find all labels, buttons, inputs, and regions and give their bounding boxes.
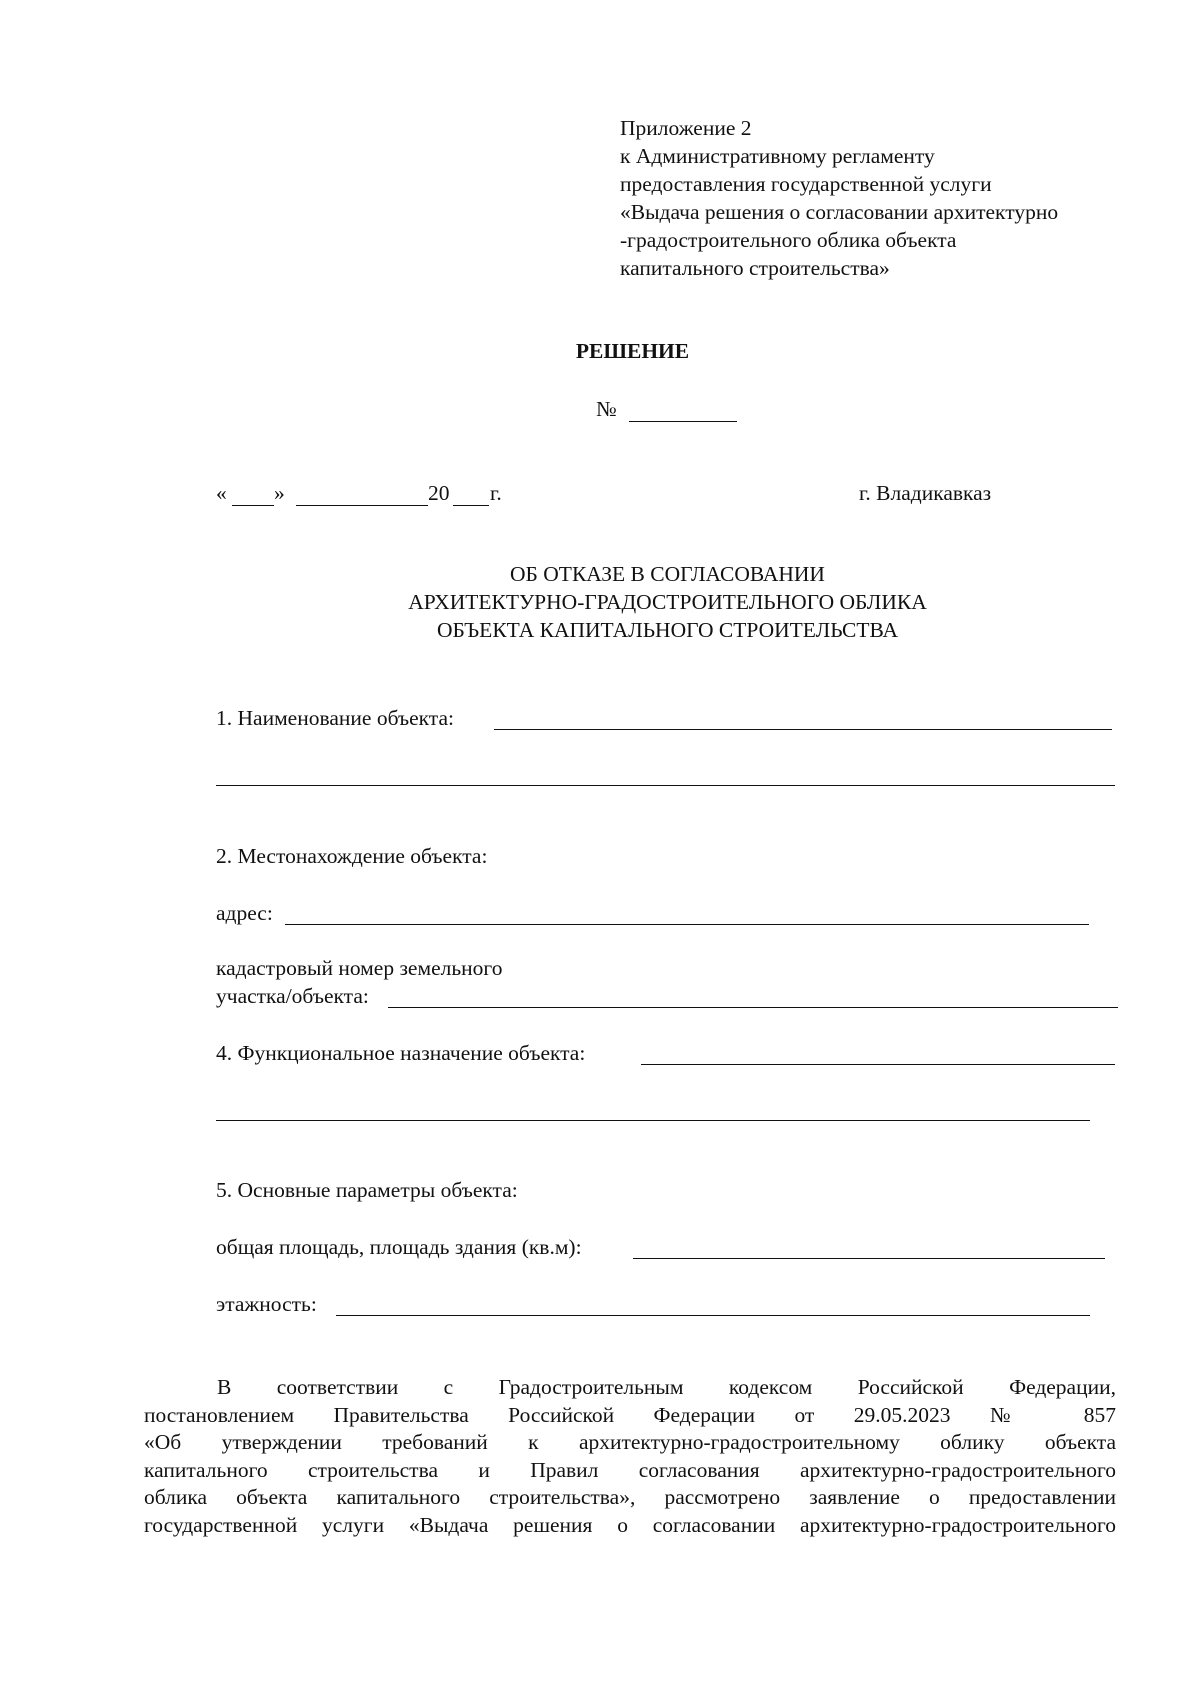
date-year-suffix: г. [490,481,502,505]
cadastral-blank[interactable] [388,1007,1118,1008]
parameters-label: 5. Основные параметры объекта: [216,1178,518,1202]
decision-heading [0,560,1200,644]
floors-label: этажность: [216,1292,317,1316]
area-label: общая площадь, площадь здания (кв.м): [216,1235,582,1259]
number-label: № [596,397,617,421]
appendix-line: Приложение 2 [620,116,752,140]
date-year-prefix: 20 [428,481,450,505]
appendix-line: предоставления государственной услуги [620,172,992,196]
area-blank[interactable] [633,1258,1105,1259]
address-blank[interactable] [285,924,1089,925]
function-blank[interactable] [641,1064,1115,1065]
appendix-line: -градостроительного облика объекта [620,228,957,252]
paragraph-line: «Об утверждении требований к архитектурно-градостроительному облику объекта [144,1430,1116,1454]
date-month-blank[interactable] [296,505,428,506]
floors-blank[interactable] [336,1315,1090,1316]
number-blank[interactable] [629,421,737,422]
function-blank-2[interactable] [216,1120,1090,1121]
cadastral-label-line2: участка/объекта: [216,984,369,1008]
address-label: адрес: [216,901,273,925]
function-label: 4. Функциональное назначение объекта: [216,1041,586,1065]
document-title: РЕШЕНИЕ [575,339,690,363]
object-name-blank[interactable] [494,729,1112,730]
appendix-line: к Административному регламенту [620,144,935,168]
date-open-quote: « [216,481,227,505]
paragraph-line: облика объекта капитального строительства», рассмотрено заявление о предоставлении [144,1485,1116,1509]
body-paragraph [144,1374,1116,1539]
date-close-quote: » [274,481,285,505]
appendix-line: «Выдача решения о согласовании архитектурно [620,200,1059,224]
date-year-blank[interactable] [453,505,489,506]
cadastral-label-line1: кадастровый номер земельного [216,956,503,980]
appendix-line: капитального строительства» [620,256,890,280]
paragraph-line: государственной услуги «Выдача решения о согласовании архитектурно-градостроительного [144,1512,1116,1537]
location-label: 2. Местонахождение объекта: [216,844,488,868]
heading-line: ОБЪЕКТА КАПИТАЛЬНОГО СТРОИТЕЛЬСТВА [436,618,899,642]
heading-line: ОБ ОТКАЗЕ В СОГЛАСОВАНИИ [510,562,825,586]
city-name: г. Владикавказ [859,481,992,505]
paragraph-line: капитального строительства и Правил согласования архитектурно-градостроительного [144,1457,1116,1482]
paragraph-line: В соответствии с Градостроительным кодексом Российской Федерации, [217,1375,1116,1399]
date-day-blank[interactable] [232,505,274,506]
heading-line: АРХИТЕКТУРНО-ГРАДОСТРОИТЕЛЬНОГО ОБЛИКА [408,590,927,614]
object-name-blank-2[interactable] [216,785,1115,786]
object-name-label: 1. Наименование объекта: [216,706,454,730]
paragraph-line: постановлением Правительства Российской Федерации от 29.05.2023 № 857 [144,1402,1116,1427]
appendix-header [620,114,1058,282]
